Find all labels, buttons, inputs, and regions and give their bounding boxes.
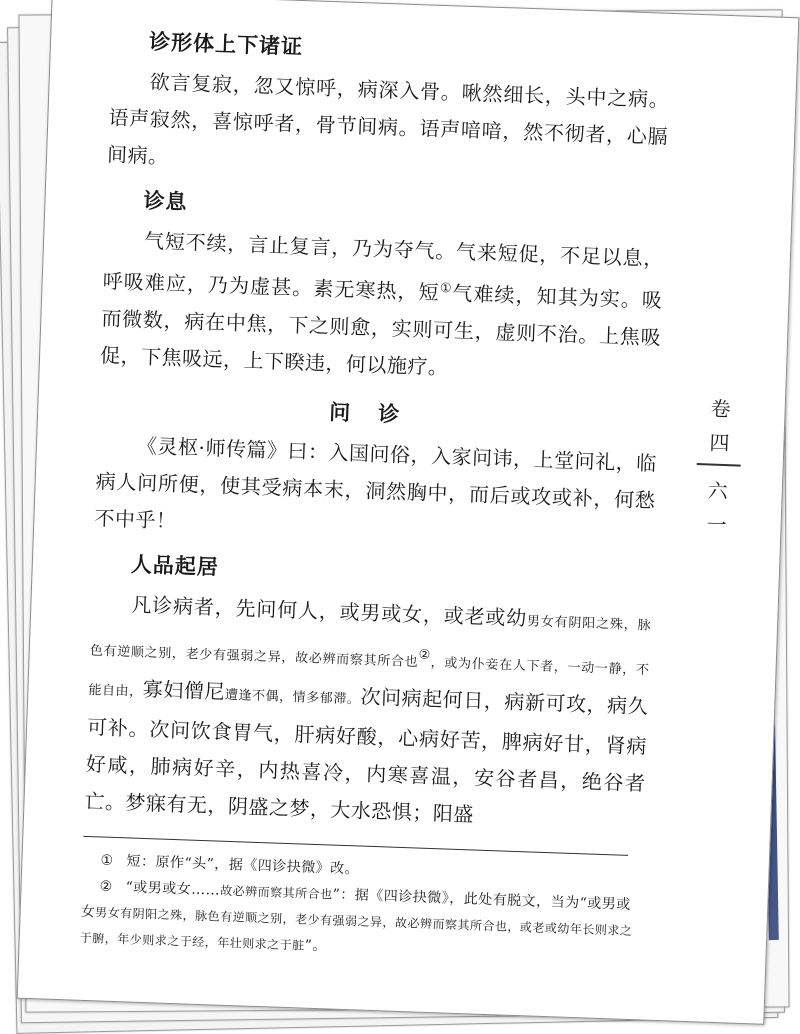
footnote-number: ① <box>100 852 114 870</box>
section-paragraph <box>84 585 652 840</box>
section-title: 诊息 <box>143 188 188 215</box>
book-page <box>17 0 800 1025</box>
paragraph-text: 气短不续，言止复言，乃为夺气。气来短促，不足以息，呼吸难应，乃为虚甚。素无寒热，短 <box>102 228 665 305</box>
running-head <box>686 391 751 543</box>
paragraph-text: 凡诊病者，先问何人，或男或女，或老或幼 <box>131 592 528 630</box>
inline-annotation: ，或为仆妾在人下者，一动一静，不能自由， <box>88 655 650 701</box>
inline-annotation: 男女有阴阳之殊，脉色有逆顺之别，老少有强弱之异，故必辨而察其所合也 <box>89 613 652 670</box>
section-title: 人品起居 <box>130 552 220 580</box>
paragraph-text: 气难续，知其为实。吸而微数，病在中焦，下之则愈，实则可生，虚则不治。上焦吸促，下焦吸远，上下睽违，何以施疗。 <box>99 281 663 379</box>
section-paragraph <box>99 221 664 393</box>
page-number: 一 <box>706 512 728 538</box>
section-paragraph: 《灵枢·师传篇》曰：入国问俗，入家问讳，上堂问礼，临病人问所便，使其受病本末，洞然胸中，而后或攻或补，何愁不中乎！ <box>94 433 658 533</box>
footnote-number: ② <box>99 878 113 896</box>
section-title: 诊形体上下诸证 <box>148 29 304 60</box>
section-paragraph: 欲言复寂，忽又惊呼，病深入骨。啾然细长，头中之病。语声寂然，喜惊呼者，骨节间病。语声喑喑，然不彻者，心膈间病。 <box>106 69 670 169</box>
footnote-text: ”：据《四诊抉微》，此处有脱文，当为“或男或女 <box>80 886 632 921</box>
footnote-text: 短：原作“头”，据《四诊抉微》改。 <box>126 853 360 878</box>
footnote-annotation: 故必辨而察其所合也 <box>219 883 333 902</box>
footnote-text: “或男或女…… <box>125 879 221 899</box>
page-number: 六 <box>707 478 729 504</box>
paragraph-text: 次问病起何日，病新可攻，病久可补。次问饮食胃气，肝病好酸，心病好苦，脾病好甘，肾病好咸，肺病好辛，内热喜冷，内寒喜温，安谷者昌，绝谷者亡。梦寐有无，阴盛之梦，大水恐惧；阳盛 <box>84 684 649 827</box>
footnote-marker: ② <box>418 647 432 663</box>
volume-number: 四 <box>709 430 730 456</box>
footnote-text: ”。 <box>304 937 328 955</box>
footnote-annotation: 男女有阴阳之殊，脉色有逆顺之别，老少有强弱之异，故必辨而察其所合也，或老或幼年长则求之于腑，年少则求之于经，年壮则求之于脏 <box>79 905 633 953</box>
chapter-title: 问诊 <box>328 399 428 428</box>
paragraph-text: 寡妇僧尼 <box>142 677 226 705</box>
page-content <box>79 24 671 970</box>
footnote-marker: ① <box>439 280 453 297</box>
volume-label: 卷 <box>710 396 732 422</box>
running-head-divider <box>697 463 741 467</box>
inline-annotation: 遭逢不偶，情多郁滞。 <box>224 688 361 708</box>
